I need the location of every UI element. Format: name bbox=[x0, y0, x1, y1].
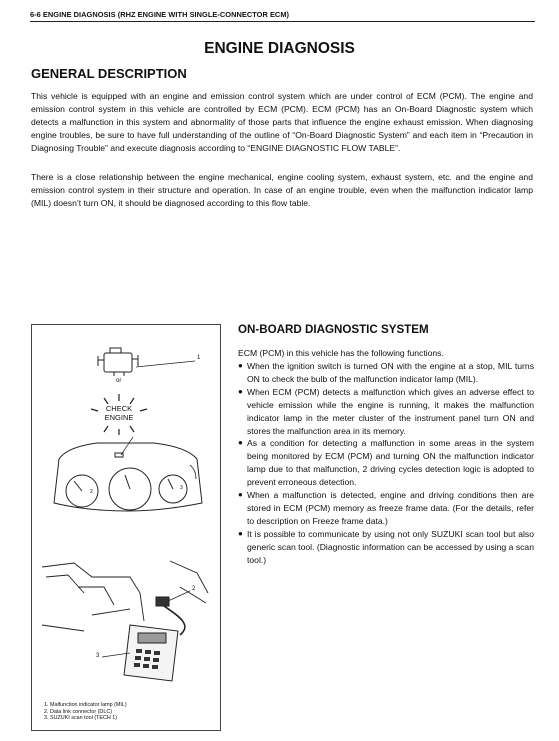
general-description-paragraph-2: There is a close relationship between the engine mechanical, engine cooling system, exhaust system, etc. and the engine and emission control system in their structure and operation. In case of an engine trouble, even when the malfunction indicator lamp (MIL) doesn’t turn ON, it should be diagnosed according to this flow table. bbox=[31, 172, 533, 208]
legend-item: 2. Data link connector (DLC) bbox=[44, 708, 113, 715]
callout-1: 1 bbox=[197, 355, 201, 361]
gauge-label-3: 3 bbox=[180, 485, 183, 491]
bullet-icon: ● bbox=[238, 361, 243, 370]
page-header: 6-6 ENGINE DIAGNOSIS (RHZ ENGINE WITH SINGLE-CONNECTOR ECM) bbox=[30, 10, 290, 19]
page-title: ENGINE DIAGNOSIS bbox=[204, 40, 355, 57]
bullet-icon: ● bbox=[238, 490, 243, 500]
legend-item: 1. Malfunction indicator lamp (MIL) bbox=[44, 702, 127, 708]
bullet-icon: ● bbox=[238, 438, 243, 448]
callout-2: 2 bbox=[192, 586, 196, 592]
scan-tool-icon bbox=[102, 625, 178, 681]
list-item bbox=[238, 360, 534, 386]
general-description-paragraph-1: This vehicle is equipped with an engine and emission control system which are under control of ECM (PCM). The engine and emission control system in this vehicle are controlled by ECM (PCM). ECM (PCM) has an On-Board Diagnostic system which detects a malfunction in this system and abnormality of those parts that influence the engine exhaust emission. When diagnosing engine troubles, be sure to have full understanding of the outline of “On-Board Diagnostic System” and each item in “Precaution in Diagnosing Trouble” and execute diagnosis according to “ENGINE DIAGNOSTIC FLOW TABLE”. bbox=[31, 91, 533, 153]
list-item bbox=[238, 437, 534, 489]
legend-item: 3. SUZUKI scan tool (TECH 1) bbox=[44, 715, 118, 722]
bullet-icon: ● bbox=[238, 528, 243, 538]
list-item bbox=[238, 528, 534, 567]
engine-label: ENGINE bbox=[104, 413, 134, 422]
meter-cluster-icon bbox=[54, 437, 202, 511]
list-item-text: When the ignition switch is turned ON with the engine at a stop, MIL turns ON to check the bulb of the malfunction indicator lamp (MIL). bbox=[247, 361, 534, 384]
general-description-heading: GENERAL DESCRIPTION bbox=[31, 66, 187, 81]
figure-legend bbox=[44, 702, 127, 722]
callout-3: 3 bbox=[96, 653, 100, 659]
bullet-icon: ● bbox=[238, 386, 243, 396]
list-item bbox=[238, 386, 534, 438]
list-item bbox=[238, 489, 534, 528]
header-rule bbox=[30, 21, 535, 22]
obd-function-list bbox=[238, 360, 534, 567]
or-label: or bbox=[116, 378, 122, 384]
check-label: CHECK bbox=[105, 404, 133, 413]
list-item-text: When a malfunction is detected, engine and driving conditions then are stored in ECM (PCM) memory as freeze frame data. (For the details, refer to description on Freeze frame data.) bbox=[247, 490, 534, 526]
on-board-diagnostic-heading: ON-BOARD DIAGNOSTIC SYSTEM bbox=[238, 323, 429, 336]
engine-icon bbox=[98, 348, 138, 376]
diagnostic-illustration bbox=[31, 324, 221, 731]
gauge-label-2: 2 bbox=[90, 489, 93, 495]
obd-intro: ECM (PCM) in this vehicle has the following functions. bbox=[238, 348, 444, 358]
list-item-text: When ECM (PCM) detects a malfunction which gives an adverse effect to vehicle emission while the engine is running, it makes the malfunction indicator lamp in the meter cluster of the instrument panel turn ON and stores the malfunction area in its memory. bbox=[247, 386, 534, 436]
list-item-text: As a condition for detecting a malfunction in some areas in the system being monitored by ECM (PCM) and turning ON the malfunction indicator lamp due to that malfunction, 2 driving cycles detection logic is adopted to prevent erroneous detection. bbox=[247, 438, 534, 488]
list-item-text: It is possible to communicate by using not only SUZUKI scan tool but also generic scan tool. (Diagnostic information can be accessed by using a scan tool.) bbox=[247, 528, 534, 565]
illustration-drawing bbox=[32, 325, 222, 732]
